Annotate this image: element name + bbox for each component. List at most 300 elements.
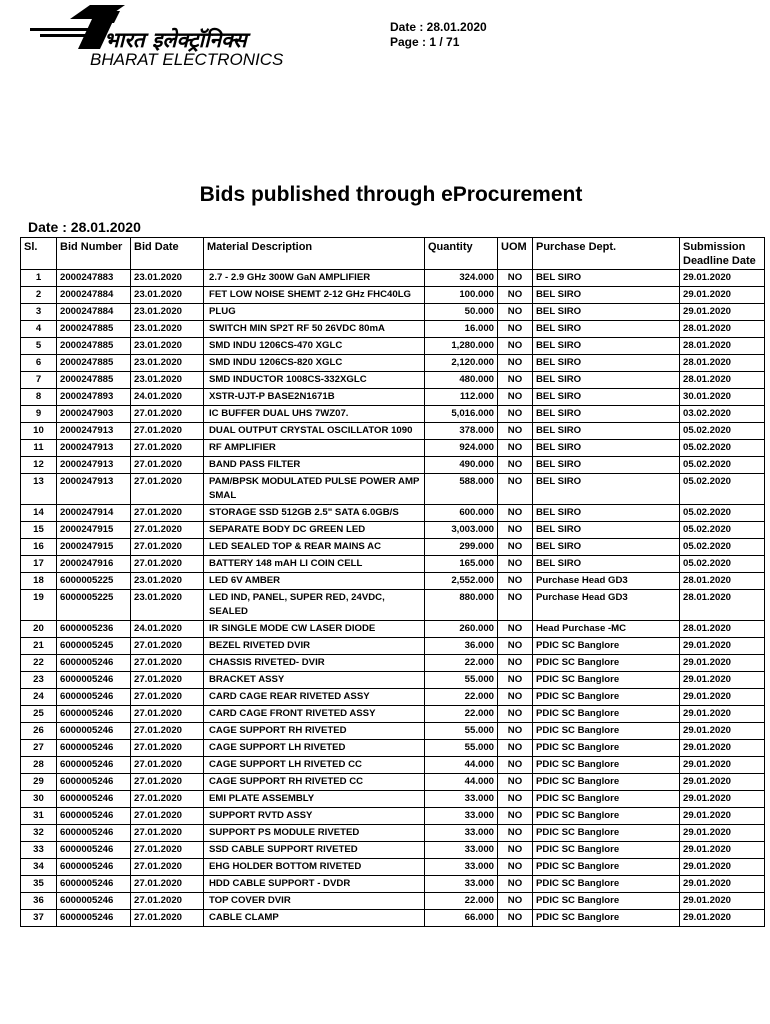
cell-submission-deadline: 29.01.2020 [680, 910, 765, 927]
cell-bid-date: 27.01.2020 [131, 638, 204, 655]
cell-submission-deadline: 28.01.2020 [680, 372, 765, 389]
cell-uom: NO [498, 287, 533, 304]
cell-material-description: LED IND, PANEL, SUPER RED, 24VDC, SEALED [204, 590, 425, 621]
table-row [21, 893, 765, 910]
cell-uom: NO [498, 638, 533, 655]
cell-quantity: 260.000 [425, 621, 498, 638]
cell-material-description: CARD CAGE FRONT RIVETED ASSY [204, 706, 425, 723]
cell-bid-date: 27.01.2020 [131, 791, 204, 808]
cell-bid-date: 27.01.2020 [131, 723, 204, 740]
cell-bid-date: 27.01.2020 [131, 505, 204, 522]
cell-uom: NO [498, 539, 533, 556]
cell-uom: NO [498, 457, 533, 474]
cell-uom: NO [498, 389, 533, 406]
table-row [21, 573, 765, 590]
table-row [21, 406, 765, 423]
table-row [21, 539, 765, 556]
cell-bid-date: 23.01.2020 [131, 338, 204, 355]
table-row [21, 321, 765, 338]
cell-submission-deadline: 05.02.2020 [680, 522, 765, 539]
cell-sl: 10 [21, 423, 57, 440]
table-row [21, 372, 765, 389]
cell-uom: NO [498, 590, 533, 621]
cell-material-description: LED 6V AMBER [204, 573, 425, 590]
cell-sl: 18 [21, 573, 57, 590]
cell-sl: 1 [21, 270, 57, 287]
cell-quantity: 66.000 [425, 910, 498, 927]
cell-bid-number: 2000247885 [57, 338, 131, 355]
col-submission-deadline-header: Submission Deadline Date [680, 238, 765, 270]
cell-uom: NO [498, 372, 533, 389]
cell-purchase-dept: PDIC SC Banglore [533, 672, 680, 689]
table-row [21, 338, 765, 355]
cell-uom: NO [498, 689, 533, 706]
cell-material-description: BATTERY 148 mAH LI COIN CELL [204, 556, 425, 573]
cell-bid-date: 27.01.2020 [131, 457, 204, 474]
cell-purchase-dept: PDIC SC Banglore [533, 893, 680, 910]
cell-quantity: 33.000 [425, 825, 498, 842]
cell-submission-deadline: 29.01.2020 [680, 638, 765, 655]
cell-submission-deadline: 29.01.2020 [680, 757, 765, 774]
table-row [21, 791, 765, 808]
cell-bid-date: 24.01.2020 [131, 621, 204, 638]
table-row [21, 287, 765, 304]
cell-bid-number: 6000005245 [57, 638, 131, 655]
cell-bid-number: 6000005246 [57, 808, 131, 825]
cell-purchase-dept: BEL SIRO [533, 539, 680, 556]
table-row [21, 808, 765, 825]
cell-purchase-dept: BEL SIRO [533, 338, 680, 355]
col-bid-number-header: Bid Number [57, 238, 131, 270]
table-row [21, 440, 765, 457]
cell-material-description: BEZEL RIVETED DVIR [204, 638, 425, 655]
cell-material-description: CAGE SUPPORT LH RIVETED CC [204, 757, 425, 774]
cell-sl: 9 [21, 406, 57, 423]
header-date: Date : 28.01.2020 [390, 20, 487, 34]
cell-purchase-dept: BEL SIRO [533, 440, 680, 457]
cell-bid-date: 27.01.2020 [131, 406, 204, 423]
cell-sl: 15 [21, 522, 57, 539]
cell-material-description: RF AMPLIFIER [204, 440, 425, 457]
cell-bid-number: 2000247916 [57, 556, 131, 573]
cell-bid-number: 2000247913 [57, 440, 131, 457]
cell-quantity: 22.000 [425, 689, 498, 706]
cell-uom: NO [498, 910, 533, 927]
cell-bid-number: 2000247913 [57, 474, 131, 505]
cell-bid-date: 23.01.2020 [131, 321, 204, 338]
cell-bid-date: 27.01.2020 [131, 757, 204, 774]
cell-bid-number: 6000005236 [57, 621, 131, 638]
cell-quantity: 2,120.000 [425, 355, 498, 372]
cell-quantity: 600.000 [425, 505, 498, 522]
cell-bid-number: 6000005225 [57, 590, 131, 621]
table-body [21, 270, 765, 927]
cell-submission-deadline: 28.01.2020 [680, 590, 765, 621]
cell-bid-date: 27.01.2020 [131, 859, 204, 876]
cell-sl: 33 [21, 842, 57, 859]
cell-purchase-dept: BEL SIRO [533, 505, 680, 522]
cell-quantity: 33.000 [425, 842, 498, 859]
table-row [21, 655, 765, 672]
cell-material-description: CAGE SUPPORT RH RIVETED [204, 723, 425, 740]
cell-bid-number: 2000247885 [57, 372, 131, 389]
cell-bid-date: 27.01.2020 [131, 440, 204, 457]
cell-material-description: PLUG [204, 304, 425, 321]
cell-sl: 36 [21, 893, 57, 910]
cell-bid-number: 2000247914 [57, 505, 131, 522]
cell-purchase-dept: BEL SIRO [533, 406, 680, 423]
cell-uom: NO [498, 573, 533, 590]
table-header-row [21, 238, 765, 270]
cell-bid-date: 27.01.2020 [131, 706, 204, 723]
cell-quantity: 36.000 [425, 638, 498, 655]
cell-bid-date: 27.01.2020 [131, 423, 204, 440]
cell-purchase-dept: BEL SIRO [533, 372, 680, 389]
cell-bid-date: 27.01.2020 [131, 740, 204, 757]
cell-material-description: XSTR-UJT-P BASE2N1671B [204, 389, 425, 406]
cell-uom: NO [498, 338, 533, 355]
cell-sl: 6 [21, 355, 57, 372]
report-date: Date : 28.01.2020 [28, 219, 141, 235]
cell-material-description: SMD INDUCTOR 1008CS-332XGLC [204, 372, 425, 389]
cell-bid-number: 2000247903 [57, 406, 131, 423]
cell-submission-deadline: 05.02.2020 [680, 457, 765, 474]
col-sl-header: Sl. [21, 238, 57, 270]
cell-uom: NO [498, 706, 533, 723]
cell-quantity: 3,003.000 [425, 522, 498, 539]
table-row [21, 910, 765, 927]
cell-submission-deadline: 30.01.2020 [680, 389, 765, 406]
cell-submission-deadline: 29.01.2020 [680, 689, 765, 706]
cell-purchase-dept: PDIC SC Banglore [533, 774, 680, 791]
cell-bid-date: 23.01.2020 [131, 287, 204, 304]
cell-material-description: IR SINGLE MODE CW LASER DIODE [204, 621, 425, 638]
table-row [21, 457, 765, 474]
table-row [21, 638, 765, 655]
col-quantity-header: Quantity [425, 238, 498, 270]
cell-uom: NO [498, 655, 533, 672]
logo-hindi-text: भारत इलेक्ट्रॉनिक्स [104, 28, 247, 52]
cell-uom: NO [498, 621, 533, 638]
bids-table [20, 237, 765, 927]
cell-submission-deadline: 29.01.2020 [680, 287, 765, 304]
cell-quantity: 55.000 [425, 740, 498, 757]
cell-uom: NO [498, 825, 533, 842]
cell-material-description: SSD CABLE SUPPORT RIVETED [204, 842, 425, 859]
table-row [21, 621, 765, 638]
cell-submission-deadline: 03.02.2020 [680, 406, 765, 423]
cell-submission-deadline: 05.02.2020 [680, 539, 765, 556]
cell-quantity: 5,016.000 [425, 406, 498, 423]
cell-purchase-dept: PDIC SC Banglore [533, 791, 680, 808]
table-row [21, 723, 765, 740]
cell-purchase-dept: Purchase Head GD3 [533, 573, 680, 590]
cell-purchase-dept: PDIC SC Banglore [533, 842, 680, 859]
cell-submission-deadline: 29.01.2020 [680, 740, 765, 757]
cell-purchase-dept: BEL SIRO [533, 389, 680, 406]
cell-sl: 17 [21, 556, 57, 573]
table-row [21, 556, 765, 573]
cell-sl: 37 [21, 910, 57, 927]
cell-material-description: CHASSIS RIVETED- DVIR [204, 655, 425, 672]
cell-quantity: 33.000 [425, 859, 498, 876]
cell-bid-number: 2000247884 [57, 304, 131, 321]
cell-uom: NO [498, 406, 533, 423]
cell-bid-number: 2000247893 [57, 389, 131, 406]
table-row [21, 590, 765, 621]
cell-quantity: 480.000 [425, 372, 498, 389]
cell-submission-deadline: 29.01.2020 [680, 774, 765, 791]
cell-sl: 20 [21, 621, 57, 638]
cell-quantity: 16.000 [425, 321, 498, 338]
table-row [21, 270, 765, 287]
cell-bid-number: 6000005246 [57, 825, 131, 842]
cell-material-description: STORAGE SSD 512GB 2.5" SATA 6.0GB/S [204, 505, 425, 522]
cell-submission-deadline: 29.01.2020 [680, 842, 765, 859]
cell-quantity: 33.000 [425, 876, 498, 893]
cell-sl: 13 [21, 474, 57, 505]
table-row [21, 706, 765, 723]
cell-submission-deadline: 29.01.2020 [680, 808, 765, 825]
cell-submission-deadline: 05.02.2020 [680, 505, 765, 522]
cell-uom: NO [498, 740, 533, 757]
cell-uom: NO [498, 893, 533, 910]
cell-uom: NO [498, 774, 533, 791]
cell-bid-date: 23.01.2020 [131, 304, 204, 321]
cell-quantity: 2,552.000 [425, 573, 498, 590]
cell-bid-number: 6000005225 [57, 573, 131, 590]
cell-bid-date: 27.01.2020 [131, 842, 204, 859]
cell-bid-date: 27.01.2020 [131, 539, 204, 556]
cell-bid-number: 6000005246 [57, 876, 131, 893]
cell-uom: NO [498, 423, 533, 440]
cell-submission-deadline: 29.01.2020 [680, 876, 765, 893]
cell-bid-number: 6000005246 [57, 859, 131, 876]
cell-bid-number: 6000005246 [57, 774, 131, 791]
cell-quantity: 880.000 [425, 590, 498, 621]
cell-uom: NO [498, 757, 533, 774]
cell-material-description: LED SEALED TOP & REAR MAINS AC [204, 539, 425, 556]
cell-material-description: PAM/BPSK MODULATED PULSE POWER AMP SMAL [204, 474, 425, 505]
cell-purchase-dept: PDIC SC Banglore [533, 706, 680, 723]
cell-submission-deadline: 28.01.2020 [680, 338, 765, 355]
cell-submission-deadline: 05.02.2020 [680, 423, 765, 440]
cell-bid-number: 2000247915 [57, 522, 131, 539]
cell-bid-number: 6000005246 [57, 842, 131, 859]
cell-quantity: 324.000 [425, 270, 498, 287]
cell-submission-deadline: 29.01.2020 [680, 706, 765, 723]
cell-sl: 14 [21, 505, 57, 522]
cell-submission-deadline: 29.01.2020 [680, 825, 765, 842]
cell-submission-deadline: 29.01.2020 [680, 893, 765, 910]
cell-bid-number: 6000005246 [57, 723, 131, 740]
cell-quantity: 50.000 [425, 304, 498, 321]
cell-purchase-dept: BEL SIRO [533, 355, 680, 372]
cell-material-description: HDD CABLE SUPPORT - DVDR [204, 876, 425, 893]
cell-purchase-dept: PDIC SC Banglore [533, 655, 680, 672]
cell-quantity: 924.000 [425, 440, 498, 457]
cell-bid-number: 6000005246 [57, 757, 131, 774]
cell-bid-date: 23.01.2020 [131, 573, 204, 590]
cell-sl: 34 [21, 859, 57, 876]
cell-uom: NO [498, 672, 533, 689]
cell-purchase-dept: PDIC SC Banglore [533, 808, 680, 825]
cell-purchase-dept: PDIC SC Banglore [533, 757, 680, 774]
cell-bid-number: 6000005246 [57, 740, 131, 757]
cell-sl: 2 [21, 287, 57, 304]
cell-sl: 16 [21, 539, 57, 556]
cell-sl: 25 [21, 706, 57, 723]
cell-quantity: 22.000 [425, 893, 498, 910]
cell-sl: 31 [21, 808, 57, 825]
cell-bid-number: 2000247913 [57, 457, 131, 474]
cell-purchase-dept: BEL SIRO [533, 321, 680, 338]
cell-purchase-dept: BEL SIRO [533, 457, 680, 474]
cell-submission-deadline: 28.01.2020 [680, 355, 765, 372]
cell-sl: 12 [21, 457, 57, 474]
cell-purchase-dept: BEL SIRO [533, 423, 680, 440]
cell-sl: 30 [21, 791, 57, 808]
cell-uom: NO [498, 791, 533, 808]
cell-submission-deadline: 29.01.2020 [680, 791, 765, 808]
table-row [21, 689, 765, 706]
cell-bid-number: 6000005246 [57, 689, 131, 706]
col-material-description-header: Material Description [204, 238, 425, 270]
cell-quantity: 33.000 [425, 791, 498, 808]
cell-quantity: 33.000 [425, 808, 498, 825]
cell-uom: NO [498, 355, 533, 372]
cell-sl: 35 [21, 876, 57, 893]
cell-bid-number: 2000247883 [57, 270, 131, 287]
cell-uom: NO [498, 723, 533, 740]
cell-bid-date: 27.01.2020 [131, 893, 204, 910]
cell-uom: NO [498, 304, 533, 321]
cell-material-description: CABLE CLAMP [204, 910, 425, 927]
cell-bid-date: 27.01.2020 [131, 655, 204, 672]
cell-purchase-dept: Head Purchase -MC [533, 621, 680, 638]
cell-uom: NO [498, 440, 533, 457]
cell-bid-number: 6000005246 [57, 910, 131, 927]
cell-sl: 11 [21, 440, 57, 457]
cell-bid-number: 6000005246 [57, 706, 131, 723]
cell-bid-date: 23.01.2020 [131, 372, 204, 389]
cell-material-description: IC BUFFER DUAL UHS 7WZ07. [204, 406, 425, 423]
cell-submission-deadline: 05.02.2020 [680, 474, 765, 505]
cell-bid-date: 24.01.2020 [131, 389, 204, 406]
bel-logo [30, 5, 330, 73]
cell-uom: NO [498, 321, 533, 338]
col-uom-header: UOM [498, 238, 533, 270]
cell-uom: NO [498, 876, 533, 893]
cell-sl: 24 [21, 689, 57, 706]
cell-quantity: 22.000 [425, 655, 498, 672]
cell-sl: 7 [21, 372, 57, 389]
cell-sl: 3 [21, 304, 57, 321]
cell-quantity: 299.000 [425, 539, 498, 556]
cell-purchase-dept: BEL SIRO [533, 474, 680, 505]
cell-bid-date: 27.01.2020 [131, 689, 204, 706]
cell-sl: 22 [21, 655, 57, 672]
cell-submission-deadline: 28.01.2020 [680, 321, 765, 338]
cell-submission-deadline: 29.01.2020 [680, 270, 765, 287]
cell-material-description: CAGE SUPPORT RH RIVETED CC [204, 774, 425, 791]
cell-material-description: CARD CAGE REAR RIVETED ASSY [204, 689, 425, 706]
cell-bid-number: 2000247884 [57, 287, 131, 304]
cell-purchase-dept: BEL SIRO [533, 522, 680, 539]
cell-quantity: 22.000 [425, 706, 498, 723]
cell-material-description: BAND PASS FILTER [204, 457, 425, 474]
cell-purchase-dept: PDIC SC Banglore [533, 740, 680, 757]
cell-material-description: SMD INDU 1206CS-470 XGLC [204, 338, 425, 355]
cell-uom: NO [498, 270, 533, 287]
cell-bid-number: 2000247885 [57, 321, 131, 338]
cell-submission-deadline: 05.02.2020 [680, 556, 765, 573]
page-title: Bids published through eProcurement [199, 183, 583, 206]
cell-submission-deadline: 29.01.2020 [680, 655, 765, 672]
cell-purchase-dept: Purchase Head GD3 [533, 590, 680, 621]
cell-material-description: TOP COVER DVIR [204, 893, 425, 910]
cell-quantity: 1,280.000 [425, 338, 498, 355]
cell-purchase-dept: PDIC SC Banglore [533, 638, 680, 655]
cell-bid-date: 23.01.2020 [131, 590, 204, 621]
cell-bid-date: 27.01.2020 [131, 808, 204, 825]
cell-bid-number: 6000005246 [57, 791, 131, 808]
cell-quantity: 44.000 [425, 757, 498, 774]
cell-material-description: 2.7 - 2.9 GHz 300W GaN AMPLIFIER [204, 270, 425, 287]
cell-quantity: 44.000 [425, 774, 498, 791]
cell-uom: NO [498, 505, 533, 522]
cell-bid-date: 27.01.2020 [131, 825, 204, 842]
cell-bid-date: 27.01.2020 [131, 556, 204, 573]
cell-bid-date: 27.01.2020 [131, 474, 204, 505]
cell-sl: 32 [21, 825, 57, 842]
cell-quantity: 55.000 [425, 723, 498, 740]
cell-submission-deadline: 05.02.2020 [680, 440, 765, 457]
cell-sl: 26 [21, 723, 57, 740]
cell-material-description: SUPPORT RVTD ASSY [204, 808, 425, 825]
cell-quantity: 100.000 [425, 287, 498, 304]
cell-material-description: SUPPORT PS MODULE RIVETED [204, 825, 425, 842]
cell-bid-number: 6000005246 [57, 672, 131, 689]
cell-quantity: 165.000 [425, 556, 498, 573]
cell-material-description: SEPARATE BODY DC GREEN LED [204, 522, 425, 539]
table-row [21, 474, 765, 505]
cell-purchase-dept: BEL SIRO [533, 270, 680, 287]
cell-sl: 5 [21, 338, 57, 355]
cell-sl: 4 [21, 321, 57, 338]
cell-purchase-dept: BEL SIRO [533, 556, 680, 573]
cell-bid-date: 27.01.2020 [131, 522, 204, 539]
cell-submission-deadline: 28.01.2020 [680, 573, 765, 590]
table-row [21, 842, 765, 859]
cell-submission-deadline: 29.01.2020 [680, 672, 765, 689]
cell-submission-deadline: 29.01.2020 [680, 859, 765, 876]
table-row [21, 672, 765, 689]
cell-submission-deadline: 28.01.2020 [680, 621, 765, 638]
cell-bid-date: 27.01.2020 [131, 910, 204, 927]
cell-quantity: 378.000 [425, 423, 498, 440]
cell-bid-number: 6000005246 [57, 893, 131, 910]
cell-sl: 28 [21, 757, 57, 774]
cell-quantity: 490.000 [425, 457, 498, 474]
cell-bid-number: 6000005246 [57, 655, 131, 672]
cell-purchase-dept: PDIC SC Banglore [533, 689, 680, 706]
cell-sl: 19 [21, 590, 57, 621]
cell-quantity: 588.000 [425, 474, 498, 505]
cell-bid-date: 27.01.2020 [131, 876, 204, 893]
cell-submission-deadline: 29.01.2020 [680, 723, 765, 740]
cell-bid-number: 2000247885 [57, 355, 131, 372]
